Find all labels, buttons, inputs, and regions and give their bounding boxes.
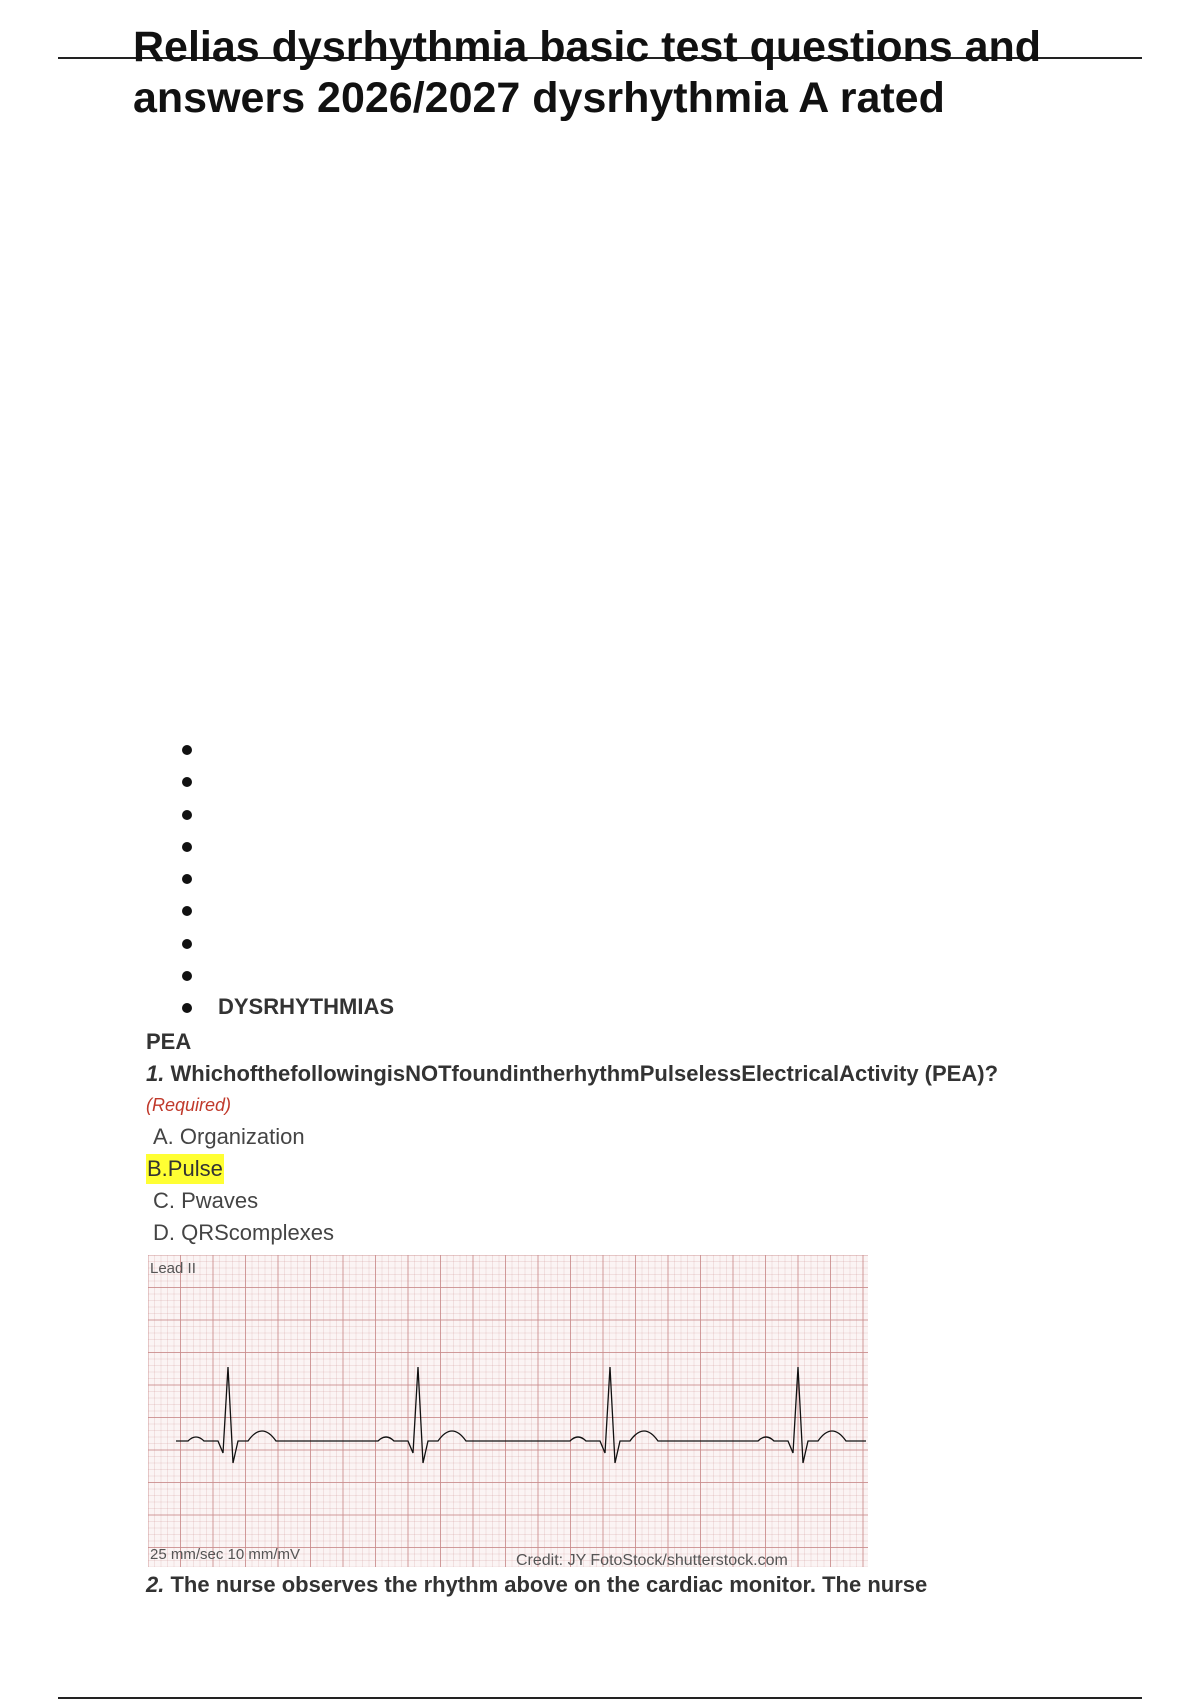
bullet-dot-icon	[182, 906, 192, 916]
bullet-dot-icon	[182, 971, 192, 981]
list-item	[182, 798, 394, 830]
bullet-dot-icon	[182, 1003, 192, 1013]
answer-option-a[interactable]: A. Organization	[153, 1124, 305, 1149]
section-title: PEA	[146, 1029, 192, 1054]
question-2	[146, 1570, 927, 1600]
list-item	[182, 830, 394, 862]
list-item	[182, 733, 394, 765]
list-item	[182, 765, 394, 797]
bullet-dot-icon	[182, 745, 192, 755]
question-text: The nurse observes the rhythm above on the cardiac monitor. The nurse	[170, 1572, 928, 1597]
answer-option-c[interactable]: C. Pwaves	[153, 1188, 259, 1213]
ecg-credit: Credit: JY FotoStock/shutterstock.com	[516, 1552, 788, 1567]
ecg-grid	[148, 1255, 868, 1567]
answer-option-d[interactable]: D. QRScomplexes	[153, 1220, 334, 1245]
question-1	[146, 1059, 1046, 1120]
list-item	[182, 894, 394, 926]
ecg-strip-image	[148, 1255, 868, 1567]
list-item	[182, 959, 394, 991]
question-number: 2.	[146, 1572, 165, 1597]
required-label: (Required)	[146, 1095, 232, 1115]
bullet-list	[182, 733, 394, 1024]
list-item	[182, 927, 394, 959]
answer-option-b-highlighted[interactable]: B.Pulse	[146, 1154, 224, 1184]
bullet-dot-icon	[182, 874, 192, 884]
list-item-dysrhythmias: DYSRHYTHMIAS	[182, 991, 394, 1023]
ecg-scale-label: 25 mm/sec 10 mm/mV	[150, 1546, 301, 1563]
bullet-dot-icon	[182, 939, 192, 949]
ecg-trace	[176, 1367, 866, 1463]
list-item	[182, 862, 394, 894]
document-title: Relias dysrhythmia basic test questions and answers 2026/2027 dysrhythmia A rated	[133, 23, 1042, 122]
bullet-dot-icon	[182, 777, 192, 787]
footer-rule	[58, 1697, 1142, 1699]
bullet-dot-icon	[182, 810, 192, 820]
ecg-lead-label: Lead II	[150, 1260, 196, 1277]
bullet-dot-icon	[182, 842, 192, 852]
question-text: WhichofthefollowingisNOTfoundintherhythmPulselessElectricalActivity (PEA)?	[170, 1061, 999, 1086]
question-number: 1.	[146, 1061, 165, 1086]
